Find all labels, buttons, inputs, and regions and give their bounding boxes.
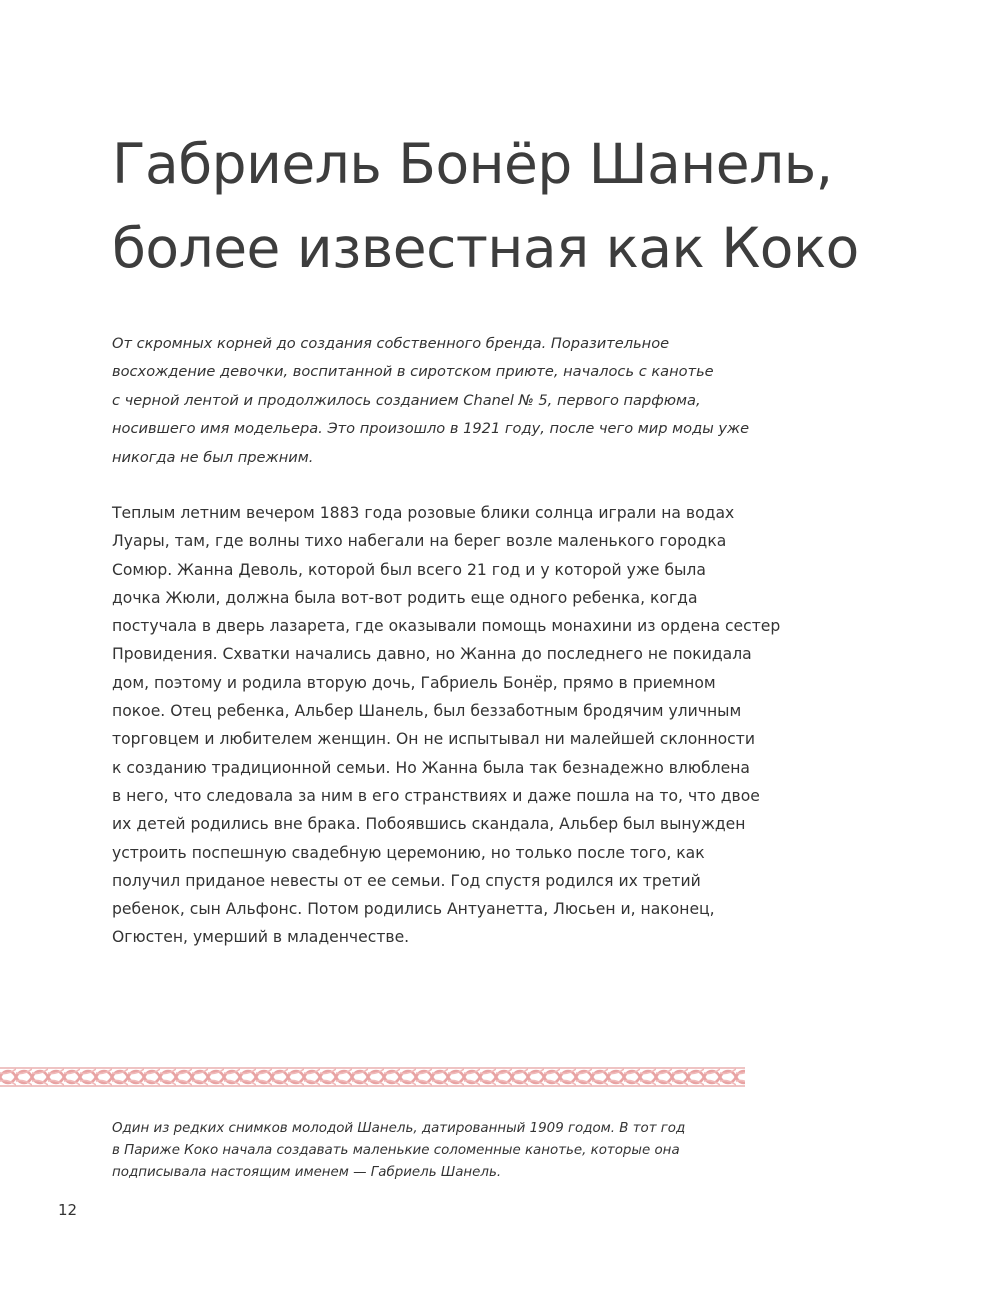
body-line: Теплым летним вечером 1883 года розовые блики солнца играли на водах [112, 504, 735, 522]
body-line: покое. Отец ребенка, Альбер Шанель, был беззаботным бродячим уличным [112, 702, 742, 721]
body-line: их детей родились вне брака. Побоявшись скандала, Альбер был вынужден [112, 815, 746, 834]
body-line: постучала в дверь лазарета, где оказывали помощь монахини из ордена сестер [112, 617, 781, 636]
caption-line: Один из редких снимков молодой Шанель, датированный 1909 годом. В тот год [112, 1121, 686, 1136]
lead-line: От скромных корней до создания собственного бренда. Поразительное [112, 335, 670, 352]
chapter-title-line-1: Габриель Бонёр Шанель, [112, 132, 833, 196]
body-line: Сомюр. Жанна Деволь, которой был всего 21 год и у которой уже была [112, 560, 706, 579]
braid-ornament-divider [0, 1065, 745, 1089]
lead-line: с черной лентой и продолжилось созданием Chanel № 5, первого парфюма, [112, 391, 701, 409]
body-line: в него, что следовала за ним в его странствиях и даже пошла на то, что двое [112, 786, 760, 805]
lead-line: восхождение девочки, воспитанной в сиротском приюте, началось с канотье [112, 363, 714, 381]
body-line: дом, поэтому и родила вторую дочь, Габриель Бонёр, прямо в приемном [112, 673, 716, 692]
photo-caption [112, 1118, 732, 1184]
lead-line: никогда не был прежним. [112, 448, 314, 466]
caption-line: подписывала настоящим именем — Габриель Шанель. [112, 1165, 502, 1180]
body-line: Огюстен, умерший в младенчестве. [112, 928, 410, 947]
body-line: устроить поспешную свадебную церемонию, но только после того, как [112, 843, 705, 862]
chapter-title-line-2: более известная как Коко [112, 216, 859, 280]
caption-line: в Париже Коко начала создавать маленькие соломенные канотье, которые она [112, 1143, 680, 1158]
lead-line: носившего имя модельера. Это произошло в 1921 году, после чего мир моды уже [112, 420, 750, 438]
body-line: дочка Жюли, должна была вот-вот родить еще одного ребенка, когда [112, 588, 698, 607]
body-line: торговцем и любителем женщин. Он не испытывал ни малейшей склонности [112, 730, 755, 749]
lead-paragraph [112, 330, 752, 472]
body-line: Провидения. Схватки начались давно, но Жанна до последнего не покидала [112, 645, 752, 664]
chapter-title [112, 122, 932, 290]
body-line: к созданию традиционной семьи. Но Жанна была так безнадежно влюблена [112, 758, 750, 777]
page-number: 12 [58, 1201, 78, 1219]
body-line: получил приданое невесты от ее семьи. Год спустя родился их третий [112, 871, 701, 890]
body-paragraph [112, 499, 781, 952]
body-line: Луары, там, где волны тихо набегали на берег возле маленького городка [112, 532, 727, 551]
body-line: ребенок, сын Альфонс. Потом родились Антуанетта, Люсьен и, наконец, [112, 900, 715, 919]
